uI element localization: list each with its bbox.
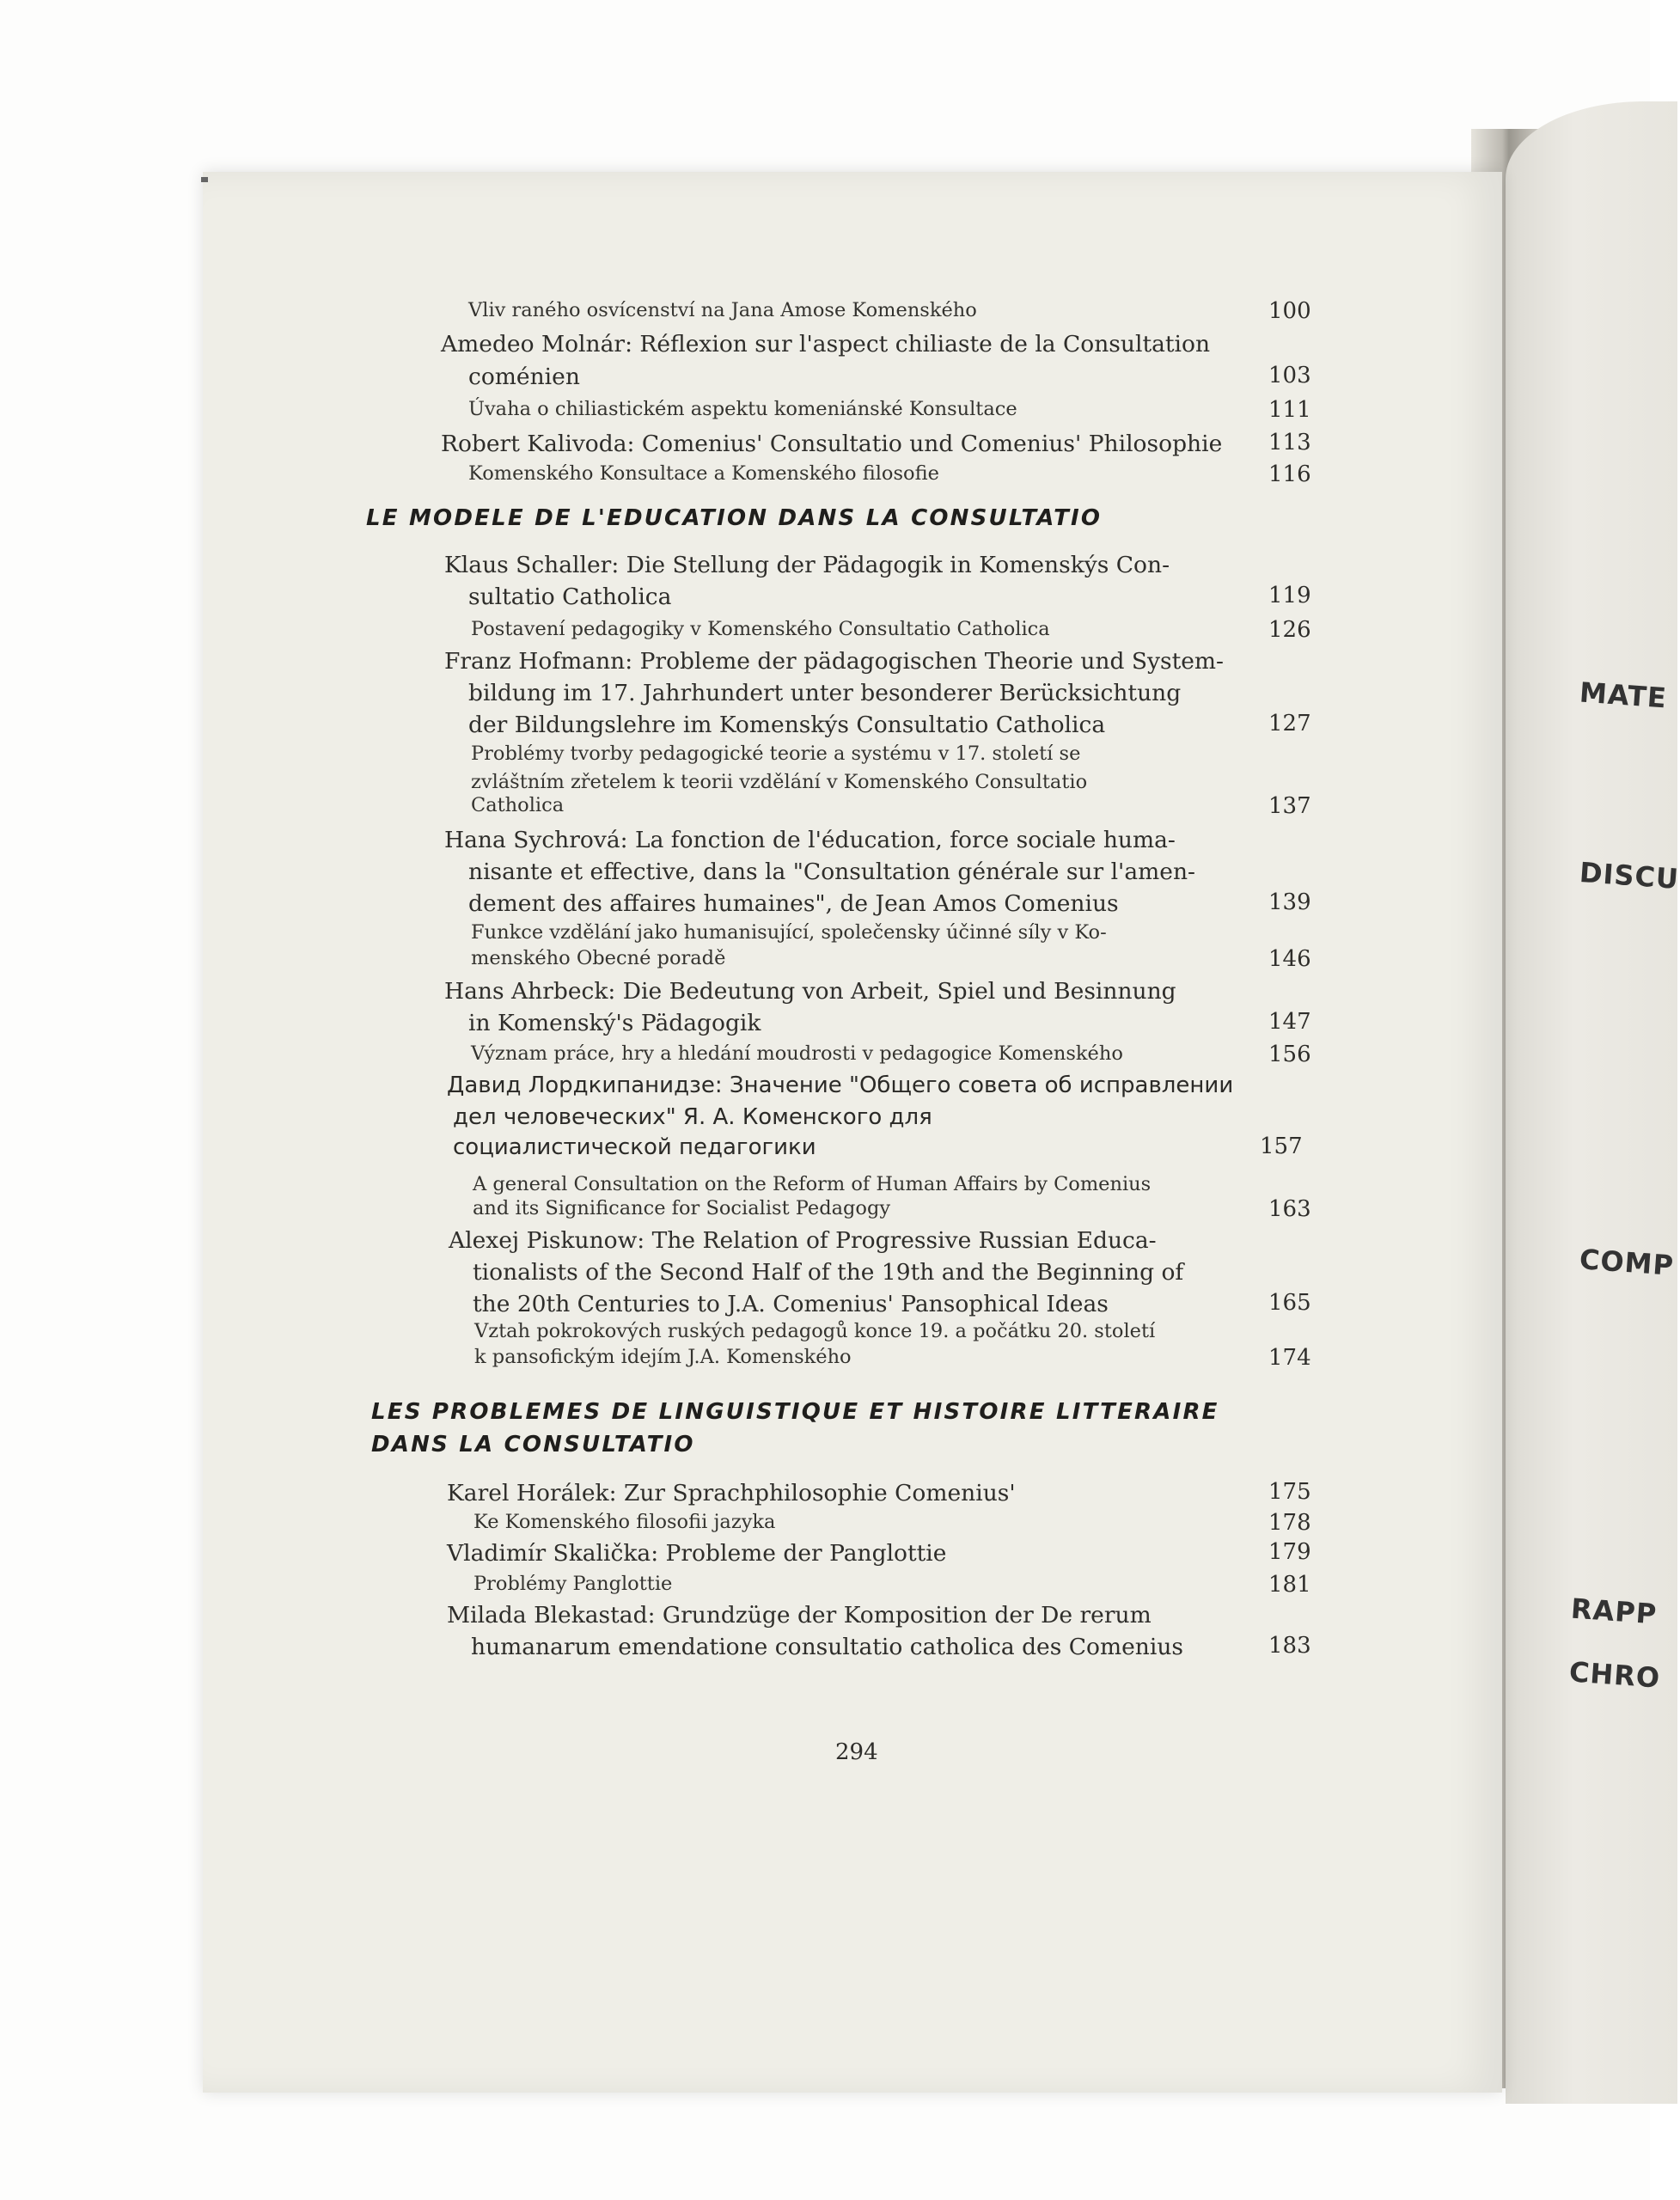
right-page-word: DISCU: [1578, 856, 1680, 895]
toc-entry: nisante et effective, dans la "Consultation générale sur l'amen-: [468, 859, 1195, 885]
toc-entry: Karel Horálek: Zur Sprachphilosophie Comenius': [447, 1480, 1016, 1506]
toc-page-number: 116: [1268, 461, 1311, 487]
toc-entry: Ke Komenského filosofii jazyka: [473, 1511, 776, 1533]
toc-entry: coménien: [468, 364, 580, 390]
toc-page-number: 126: [1268, 617, 1311, 643]
toc-page-number: 103: [1268, 363, 1311, 388]
toc-entry: Hans Ahrbeck: Die Bedeutung von Arbeit, Spiel und Besinnung: [444, 978, 1176, 1005]
toc-page-number: 100: [1268, 298, 1311, 324]
left-page: [203, 172, 1502, 2093]
toc-entry: tionalists of the Second Half of the 19th and the Beginning of: [473, 1259, 1184, 1286]
toc-entry: Postavení pedagogiky v Komenského Consultatio Catholica: [471, 618, 1050, 640]
toc-entry: dement des affaires humaines", de Jean Amos Comenius: [468, 890, 1119, 917]
toc-entry: the 20th Centuries to J.A. Comenius' Pansophical Ideas: [473, 1291, 1109, 1317]
toc-page-number: 178: [1268, 1510, 1311, 1536]
toc-entry: Franz Hofmann: Probleme der pädagogischen Theorie und System-: [444, 648, 1224, 675]
right-page-word: COMP: [1578, 1243, 1676, 1282]
section-heading: LES PROBLEMES DE LINGUISTIQUE ET HISTOIRE LITTERAIRE: [371, 1399, 1219, 1425]
toc-entry: der Bildungslehre im Komenskýs Consultatio Catholica: [468, 712, 1106, 738]
toc-entry: Problémy tvorby pedagogické teorie a systému v 17. století se: [471, 742, 1081, 765]
toc-entry: k pansofickým idejím J.A. Komenského: [474, 1346, 852, 1368]
toc-page-number: 174: [1268, 1345, 1311, 1371]
toc-page-number: 137: [1268, 793, 1311, 819]
toc-page-number: 113: [1268, 430, 1311, 455]
toc-page-number: 163: [1268, 1196, 1311, 1222]
toc-page-number: 146: [1268, 946, 1311, 972]
toc-entry: bildung im 17. Jahrhundert unter besonderer Berücksichtung: [468, 680, 1182, 706]
toc-page-number: 157: [1260, 1134, 1303, 1159]
toc-entry: A general Consultation on the Reform of Human Affairs by Comenius: [473, 1173, 1152, 1195]
toc-entry: sultatio Catholica: [468, 584, 672, 610]
toc-entry: Funkce vzdělání jako humanisující, společensky účinné síly v Ko-: [471, 921, 1107, 944]
toc-entry: Давид Лордкипанидзе: Значение "Общего совета об исправлении: [447, 1072, 1234, 1098]
toc-entry: zvláštním zřetelem k teorii vzdělání v Komenského Consultatio: [471, 771, 1088, 793]
section-heading: LE MODELE DE L'EDUCATION DANS LA CONSULTATIO: [366, 505, 1103, 531]
toc-page-number: 147: [1268, 1009, 1311, 1035]
toc-entry: Robert Kalivoda: Comenius' Consultatio und Comenius' Philosophie: [441, 431, 1223, 457]
right-page-word: CHRO: [1567, 1655, 1662, 1695]
right-page-word: MATE: [1578, 675, 1669, 715]
toc-entry: Hana Sychrová: La fonction de l'éducation, force sociale huma-: [444, 827, 1176, 853]
toc-entry: Catholica: [471, 794, 565, 816]
toc-entry: Vliv raného osvícenství na Jana Amose Komenského: [468, 299, 977, 321]
toc-entry: дел человеческих" Я. А. Коменского для: [453, 1104, 932, 1130]
page-corner-mark: [201, 177, 208, 182]
toc-page-number: 179: [1268, 1539, 1311, 1565]
toc-entry: Úvaha o chiliastickém aspektu komeniánské Konsultace: [468, 398, 1017, 420]
toc-page-number: 156: [1268, 1042, 1311, 1067]
toc-entry: Klaus Schaller: Die Stellung der Pädagogik in Komenskýs Con-: [444, 552, 1170, 578]
toc-page-number: 175: [1268, 1479, 1311, 1505]
toc-entry: Komenského Konsultace a Komenského filosofie: [468, 462, 939, 485]
toc-entry: Amedeo Molnár: Réflexion sur l'aspect chiliaste de la Consultation: [441, 331, 1211, 358]
toc-entry: Alexej Piskunow: The Relation of Progressive Russian Educa-: [449, 1227, 1157, 1254]
right-page: [1506, 101, 1680, 2104]
toc-page-number: 165: [1268, 1290, 1311, 1316]
toc-entry: and its Significance for Socialist Pedagogy: [473, 1197, 891, 1219]
toc-page-number: 127: [1268, 711, 1311, 736]
right-page-word: RAPP: [1569, 1592, 1659, 1631]
toc-entry: социалистической педагогики: [453, 1134, 816, 1160]
toc-page-number: 181: [1268, 1572, 1311, 1598]
toc-entry: menského Obecné poradě: [471, 947, 726, 969]
toc-entry: humanarum emendatione consultatio catholica des Comenius: [471, 1634, 1183, 1660]
toc-entry: in Komenský's Pädagogik: [468, 1010, 761, 1036]
toc-entry: Milada Blekastad: Grundzüge der Komposition der De rerum: [447, 1602, 1152, 1629]
section-heading: DANS LA CONSULTATIO: [371, 1432, 695, 1458]
toc-entry: Význam práce, hry a hledání moudrosti v pedagogice Komenského: [471, 1042, 1123, 1065]
toc-page-number: 139: [1268, 889, 1311, 915]
toc-entry: Vztah pokrokových ruských pedagogů konce 19. a počátku 20. století: [474, 1320, 1156, 1342]
toc-page-number: 119: [1268, 583, 1311, 608]
toc-entry: Vladimír Skalička: Probleme der Panglottie: [447, 1540, 947, 1567]
toc-page-number: 111: [1268, 397, 1311, 423]
page-number: 294: [835, 1739, 878, 1765]
toc-page-number: 183: [1268, 1633, 1311, 1659]
toc-entry: Problémy Panglottie: [473, 1573, 673, 1595]
